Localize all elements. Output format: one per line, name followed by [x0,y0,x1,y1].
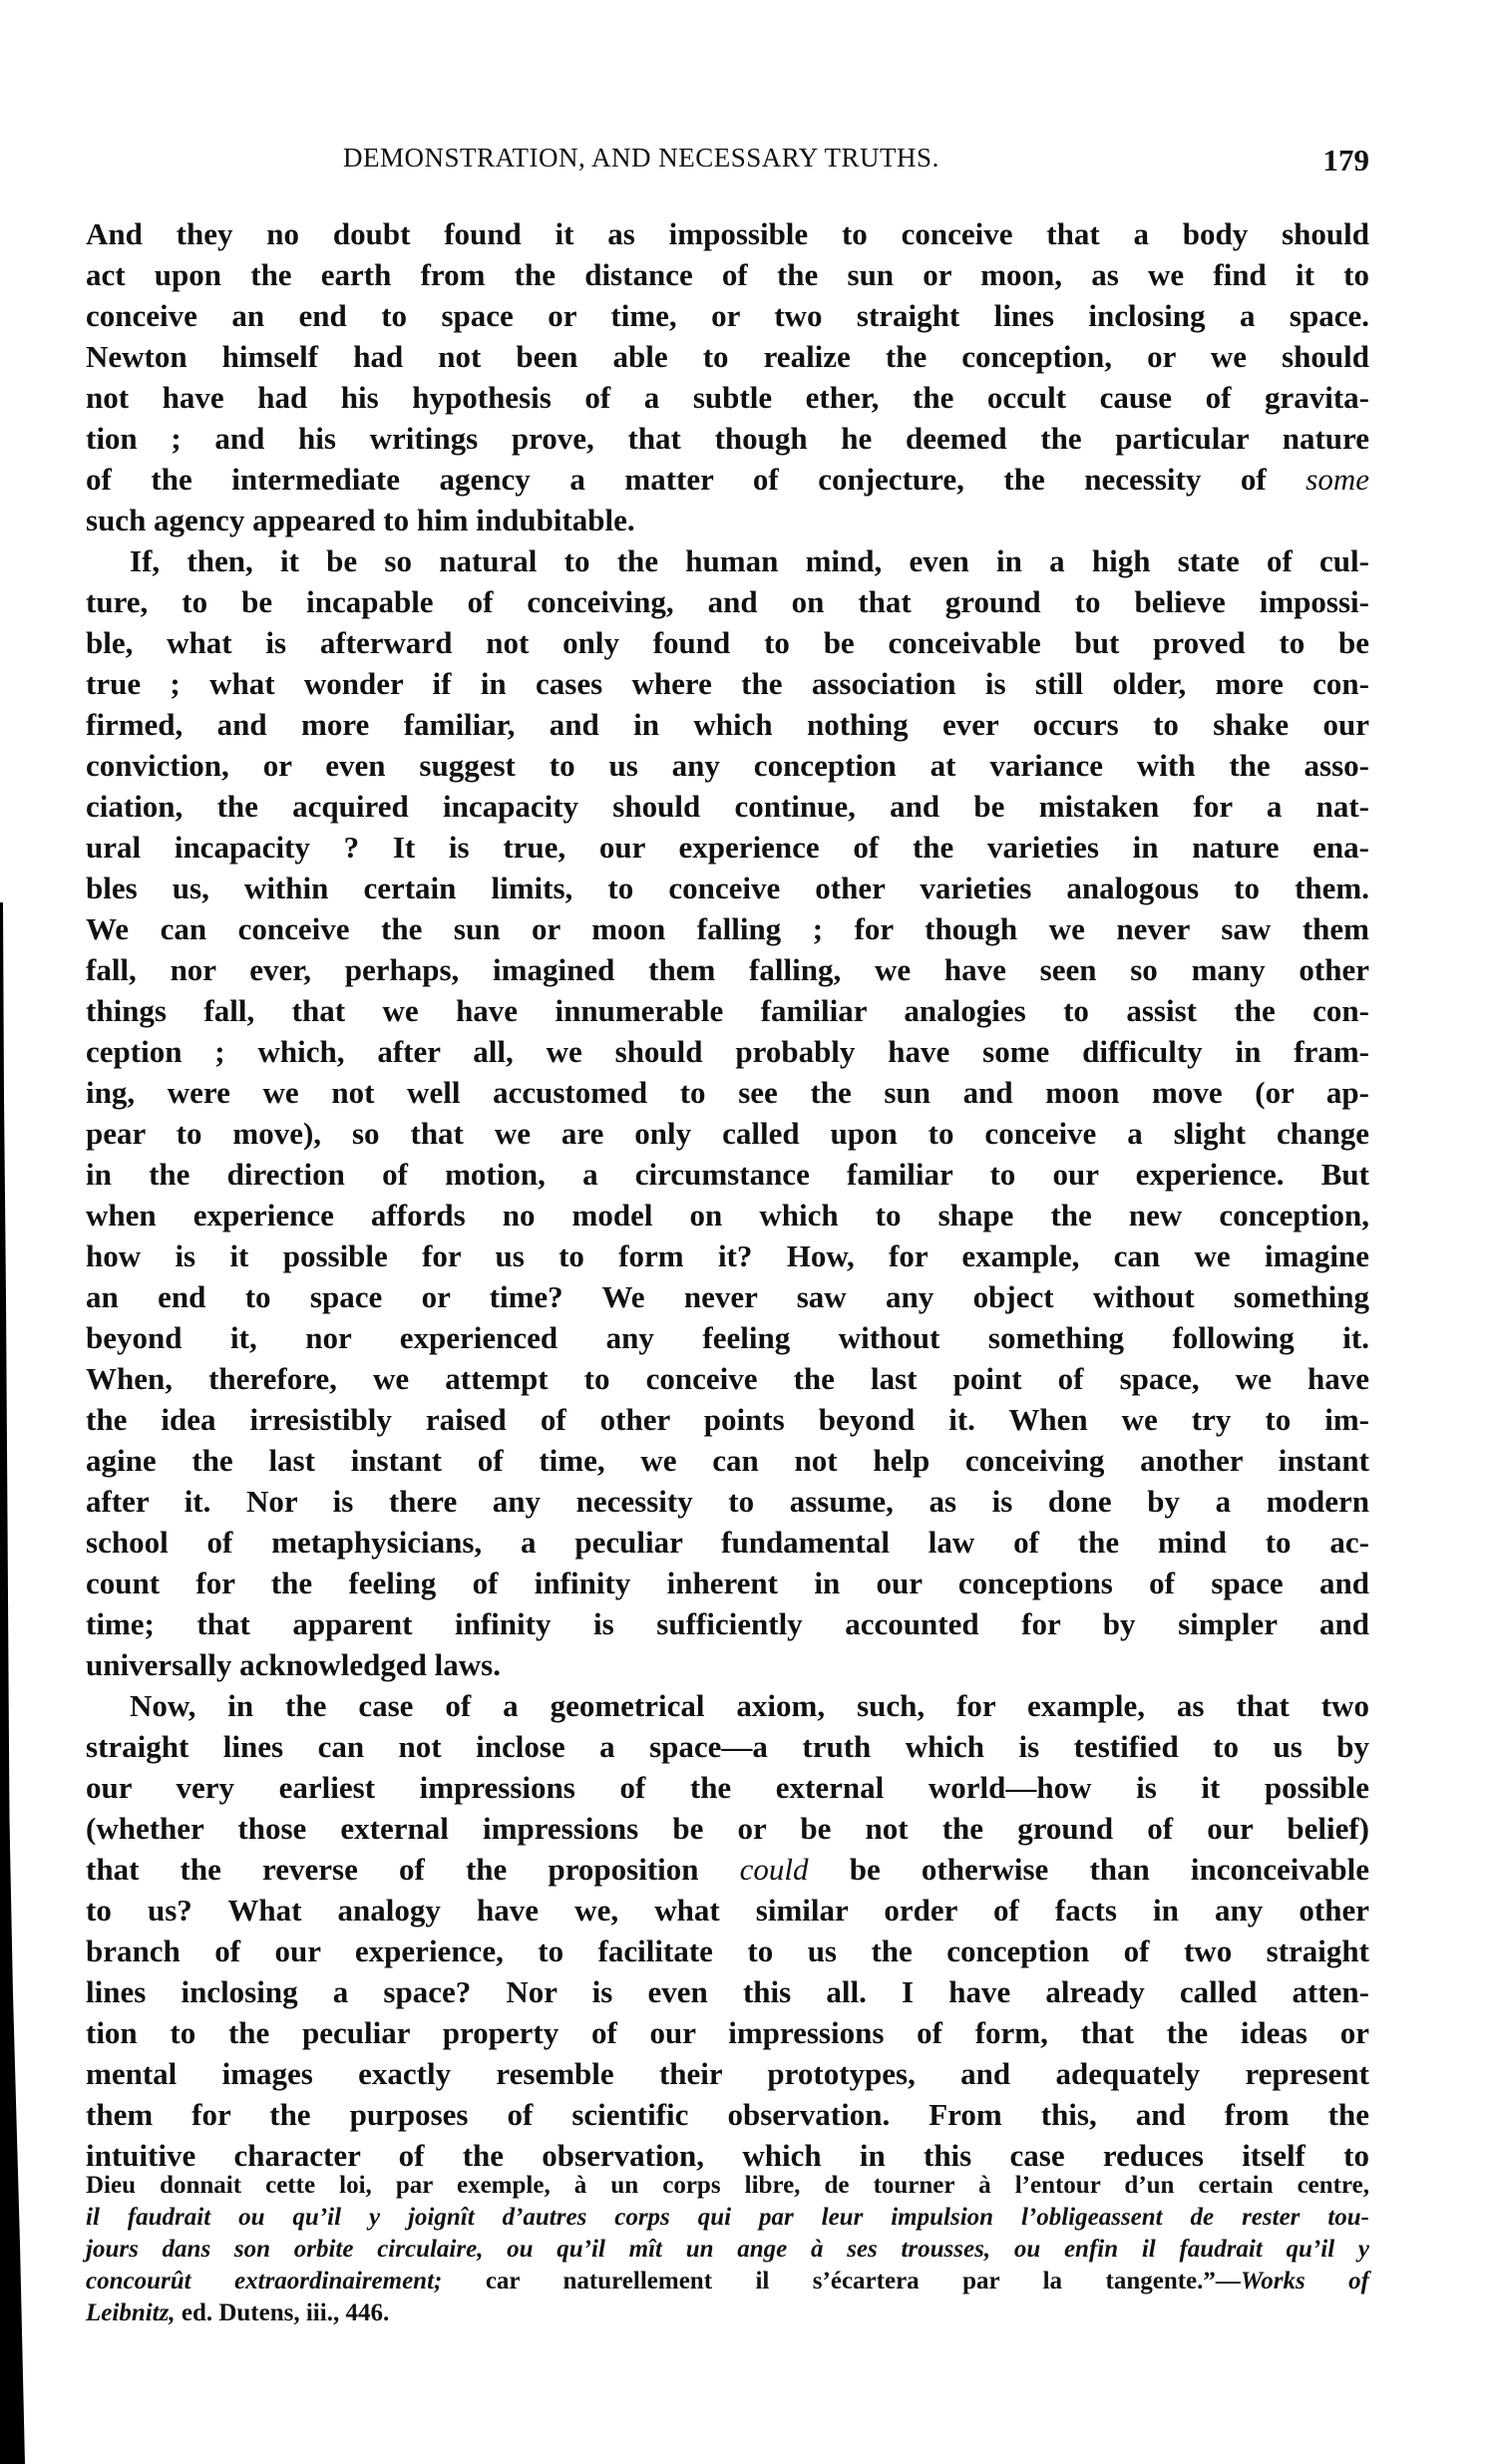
text-line: If, then, it be so natural to the human mind, even in a high state of cul- [130,543,1369,578]
text-line: agine the last instant of time, we can not help conceiving another instant [86,1443,1369,1478]
text-line: school of metaphysicians, a peculiar fundamental law of the mind to ac- [86,1525,1369,1560]
text-line: branch of our experience, to facilitate to us the conception of two straight [86,1934,1369,1968]
text-line: pear to move), so that we are only called upon to conceive a slight change [86,1116,1369,1151]
text-line [86,459,1369,500]
text-line: tion ; and his writings prove, that though he deemed the particular nature [86,421,1369,456]
text-line: Newton himself had not been able to realize the conception, or we should [86,339,1369,374]
text-line: when experience affords no model on which to shape the new conception, [86,1198,1369,1232]
text-line: ciation, the acquired incapacity should continue, and be mistaken for a nat- [86,789,1369,824]
text-segment: be otherwise than inconceivable [849,1852,1370,1887]
text-line: count for the feeling of infinity inherent in our conceptions of space and [86,1566,1369,1600]
footnote-line [86,2297,1369,2329]
text-line: (whether those external impressions be or be not the ground of our belief) [86,1811,1369,1846]
text-line: our very earliest impressions of the external world—how is it possible [86,1770,1369,1805]
text-line: how is it possible for us to form it? How, for example, can we imagine [86,1238,1369,1273]
text-line: after it. Nor is there any necessity to assume, as is done by a modern [86,1484,1369,1519]
text-line: conceive an end to space or time, or two straight lines inclosing a space. [86,298,1369,333]
binding-edge-inner [0,1496,25,2464]
text-line: intuitive character of the observation, which in this case reduces itself to [86,2138,1369,2173]
text-line: act upon the earth from the distance of the sun or moon, as we find it to [86,257,1369,292]
text-line [86,1849,1369,1890]
text-line: ing, were we not well accustomed to see the sun and moon move (or ap- [86,1075,1369,1110]
paragraph [86,1685,1369,2176]
text-line: beyond it, nor experienced any feeling without something following it. [86,1320,1369,1355]
footnote-line [86,2266,1369,2297]
text-line: lines inclosing a space? Nor is even this all. I have already called atten- [86,1974,1369,2009]
text-line: When, therefore, we attempt to conceive the last point of space, we have [86,1361,1369,1396]
running-title: DEMONSTRATION, AND NECESSARY TRUTHS. [343,143,939,173]
paragraph [86,540,1369,1685]
paragraph [86,213,1369,540]
text-line: time; that apparent infinity is sufficiently accounted for by simpler and [86,1606,1369,1641]
text-line: true ; what wonder if in cases where the association is still older, more con- [86,666,1369,701]
text-line: universally acknowledged laws. [86,1647,501,1682]
text-line: We can conceive the sun or moon falling ; for though we never saw them [86,911,1369,946]
text-line: tion to the peculiar property of our impressions of form, that the ideas or [86,2015,1369,2050]
text-line: in the direction of motion, a circumstance familiar to our experience. But [86,1157,1369,1192]
text-line: an end to space or time? We never saw any object without something [86,1279,1369,1314]
footnote-quote: concourût extraordinairement; [86,2268,443,2294]
footnote-citation-title: Works of [1240,2268,1370,2294]
footnote-line [86,2202,1369,2234]
footnote-citation-title: Leibnitz, [86,2299,176,2326]
text-line: the idea irresistibly raised of other points beyond it. When we try to im- [86,1402,1369,1437]
text-line: ural incapacity ? It is true, our experience of the varieties in nature ena- [86,830,1369,865]
footnote-text: car naturellement il s’écartera par la tangente.”— [485,2268,1241,2294]
text-line: Now, in the case of a geometrical axiom, such, for example, as that two [130,1688,1369,1723]
scan-binding-shadow [0,0,40,2464]
footnote-quote: jours dans son orbite circulaire, ou qu’il mît un ange à ses trousses, ou enfin il faudrait qu’il y [86,2236,1369,2263]
text-segment: that the reverse of the proposition [86,1852,699,1887]
emphasis: could [739,1852,809,1887]
text-line: things fall, that we have innumerable familiar analogies to assist the con- [86,993,1369,1028]
text-line: them for the purposes of scientific observation. From this, and from the [86,2097,1369,2132]
text-line: fall, nor ever, perhaps, imagined them falling, we have seen so many other [86,952,1369,987]
footnote [86,2170,1369,2329]
text-line: not have had his hypothesis of a subtle ether, the occult cause of gravita- [86,380,1369,415]
text-line: to us? What analogy have we, what similar order of facts in any other [86,1893,1369,1928]
page-number: 179 [1322,143,1369,177]
text-line: such agency appeared to him indubitable. [86,503,635,537]
footnote-line [86,2234,1369,2266]
text-line: ture, to be incapable of conceiving, and on that ground to believe impossi- [86,584,1369,619]
text-line: bles us, within certain limits, to conceive other varieties analogous to them. [86,871,1369,905]
text-line: straight lines can not inclose a space—a truth which is testified to us by [86,1729,1369,1764]
footnote-quote: il faudrait ou qu’il y joignît d’autres corps qui par leur impulsion l’obligeassent de rester tou- [86,2204,1369,2231]
text-line: And they no doubt found it as impossible to conceive that a body should [86,216,1369,251]
text-line: ble, what is afterward not only found to be conceivable but proved to be [86,625,1369,660]
emphasis: some [1305,462,1370,497]
footnote-line: Dieu donnait cette loi, par exemple, à un corps libre, de tourner à l’entour d’un certain centre, [86,2172,1369,2199]
body-text [86,213,1369,2176]
footnote-citation: ed. Dutens, iii., 446. [181,2299,390,2326]
page-header [86,143,1369,182]
text-line: mental images exactly resemble their prototypes, and adequately represent [86,2056,1369,2091]
text-line: conviction, or even suggest to us any conception at variance with the asso- [86,748,1369,783]
text-line: ception ; which, after all, we should probably have some difficulty in fram- [86,1034,1369,1069]
text-segment: of the intermediate agency a matter of conjecture, the necessity of [86,462,1267,497]
text-line: firmed, and more familiar, and in which nothing ever occurs to shake our [86,707,1369,742]
